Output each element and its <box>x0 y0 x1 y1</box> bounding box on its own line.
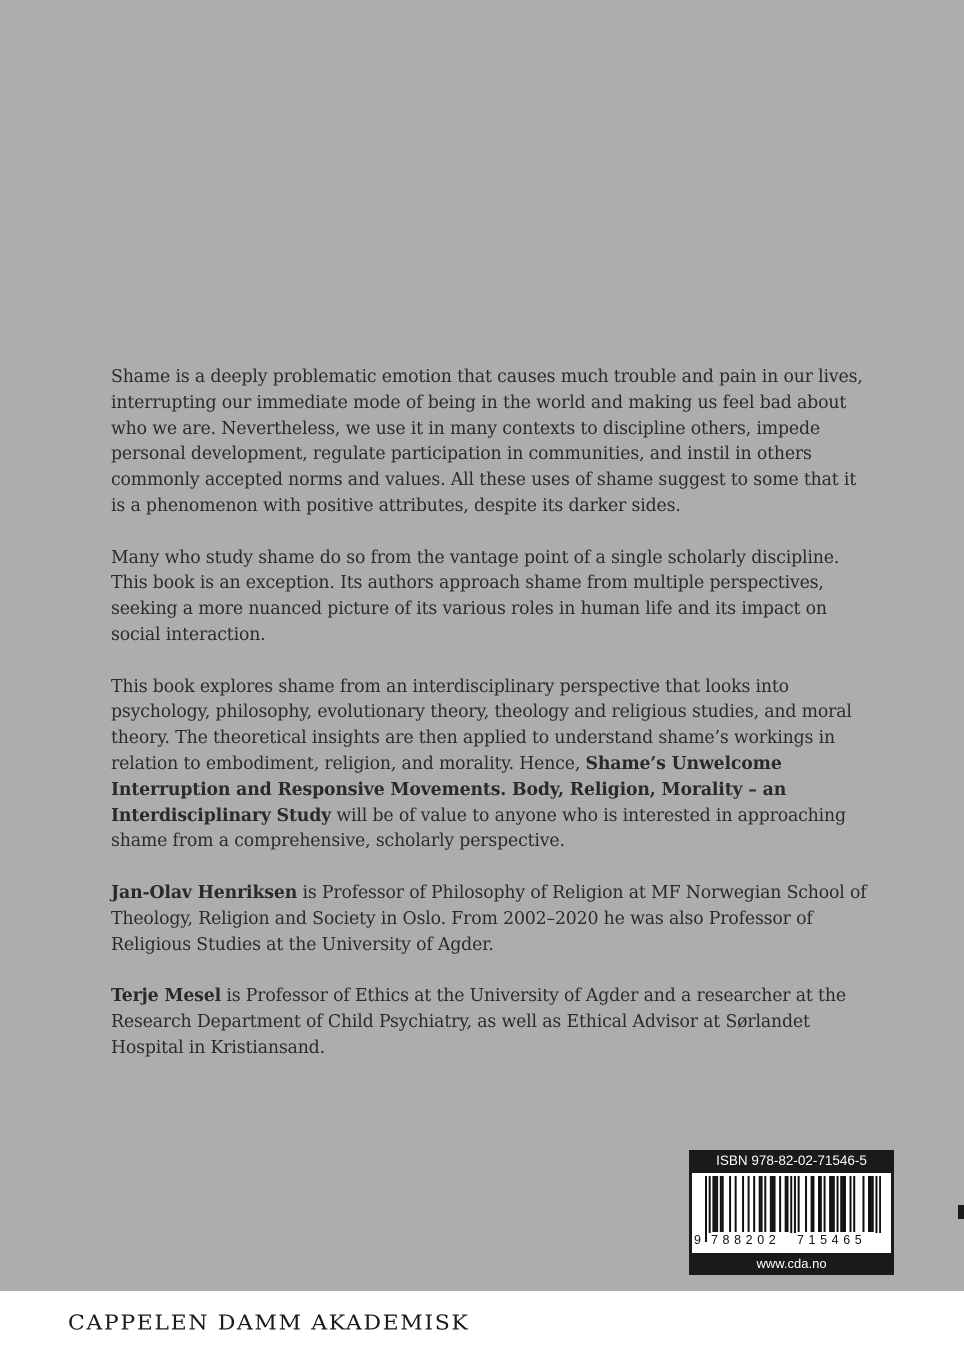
barcode <box>692 1173 891 1253</box>
blurb-paragraph-2: Many who study shame do so from the vantage point of a single scholarly discipline. This book is an exception. Its authors approach shame from multiple perspectives, seeking a more nuanced picture of its various roles in human life and its impact on social interaction. <box>111 547 840 645</box>
barcode-bar <box>774 1176 776 1232</box>
barcode-bar <box>753 1176 755 1232</box>
barcode-bar <box>764 1176 766 1232</box>
barcode-bar <box>735 1176 737 1232</box>
barcode-bar <box>862 1176 864 1232</box>
barcode-bar <box>812 1176 814 1232</box>
isbn-barcode-label <box>689 1150 894 1275</box>
isbn-number: ISBN 978-82-02-71546-5 <box>716 1153 867 1168</box>
barcode-bar <box>761 1176 763 1232</box>
barcode-bar <box>840 1176 842 1232</box>
barcode-bar <box>759 1176 761 1232</box>
barcode-bar <box>716 1176 718 1232</box>
barcode-bar <box>779 1176 781 1232</box>
barcode-bar <box>714 1176 716 1232</box>
publisher-url: www.cda.no <box>756 1256 827 1271</box>
barcode-bar <box>833 1176 835 1232</box>
blurb-paragraph-3-end: will be of value to anyone who is interested in approaching shame from a comprehensive, scholarly perspective. <box>111 805 846 852</box>
barcode-bar <box>770 1176 772 1232</box>
barcode-bar <box>798 1176 800 1232</box>
barcode-bar <box>785 1176 787 1232</box>
blurb-paragraph-3 <box>111 675 871 856</box>
barcode-bar <box>787 1176 789 1232</box>
barcode-bar <box>805 1176 807 1232</box>
barcode-bar <box>872 1176 874 1232</box>
barcode-bar <box>742 1176 744 1232</box>
barcode-bar <box>748 1176 750 1232</box>
publisher-logo-text: CAPPELEN DAMM AKADEMISK <box>68 1311 470 1336</box>
barcode-bar <box>818 1176 820 1232</box>
barcode-digit-first: 9 <box>694 1233 701 1247</box>
barcode-bar <box>820 1176 822 1232</box>
blurb-paragraph-1: Shame is a deeply problematic emotion that causes much trouble and pain in our lives, interrupting our immediate mode of being in the world and making us feel bad about who we are. Nevertheless, we use it in many contexts to discipline others, impede personal development, regulate participation in communities, and instil in others commonly accepted norms and values. All these uses of shame suggest to some that it is a phenomenon with positive attributes, despite its darker sides. <box>111 367 863 516</box>
barcode-bar <box>722 1176 724 1232</box>
barcode-bar <box>811 1176 813 1232</box>
barcode-bar <box>829 1176 831 1232</box>
barcode-bar <box>824 1176 826 1232</box>
barcode-bar <box>831 1176 833 1232</box>
author-bio-1 <box>111 881 871 958</box>
barcode-bar <box>772 1176 774 1232</box>
author-bio-text-1: is Professor of Philosophy of Religion at MF Norwegian School of Theology, Religion and Society in Oslo. From 2002–2020 he was also Professor of Religious Studies at the University of Agder. <box>111 882 867 955</box>
barcode-bar <box>720 1176 722 1232</box>
author-name-2: Terje Mesel <box>111 986 222 1007</box>
barcode-digits-left: 788202 <box>708 1233 795 1247</box>
barcode-digits-right: 715465 <box>794 1233 881 1247</box>
barcode-bar <box>870 1176 872 1232</box>
edge-mark <box>958 1205 964 1219</box>
author-bio-text-2: is Professor of Ethics at the University of Agder and a researcher at the Research Department of Child Psychiatry, as well as Ethical Advisor at Sørlandet Hospital in Kristiansand. <box>111 986 846 1058</box>
barcode-bar <box>844 1176 846 1232</box>
barcode-bar <box>850 1176 852 1232</box>
book-title-inline: Shame’s Unwelcome Interruption and Responsive Movements. Body, Religion, Morality – an Interdisciplinary Study <box>111 753 787 826</box>
barcode-bar <box>729 1176 731 1232</box>
barcode-bar <box>837 1176 839 1232</box>
back-cover-blurb <box>111 365 871 1087</box>
barcode-bar <box>712 1176 714 1232</box>
barcode-digits <box>692 1233 891 1251</box>
barcode-bar <box>868 1176 870 1232</box>
barcode-bar <box>853 1176 855 1232</box>
blurb-paragraph-3-start: This book explores shame from an interdisciplinary perspective that looks into psychology, philosophy, evolutionary theory, theology and religious studies, and moral theory. The theoretical insights are then applied to understand shame’s workings in relation to embodiment, religion, and morality. Hence, <box>111 676 852 774</box>
barcode-bar <box>842 1176 844 1232</box>
author-bio-2 <box>111 984 871 1061</box>
author-name-1: Jan-Olav Henriksen <box>111 882 298 903</box>
